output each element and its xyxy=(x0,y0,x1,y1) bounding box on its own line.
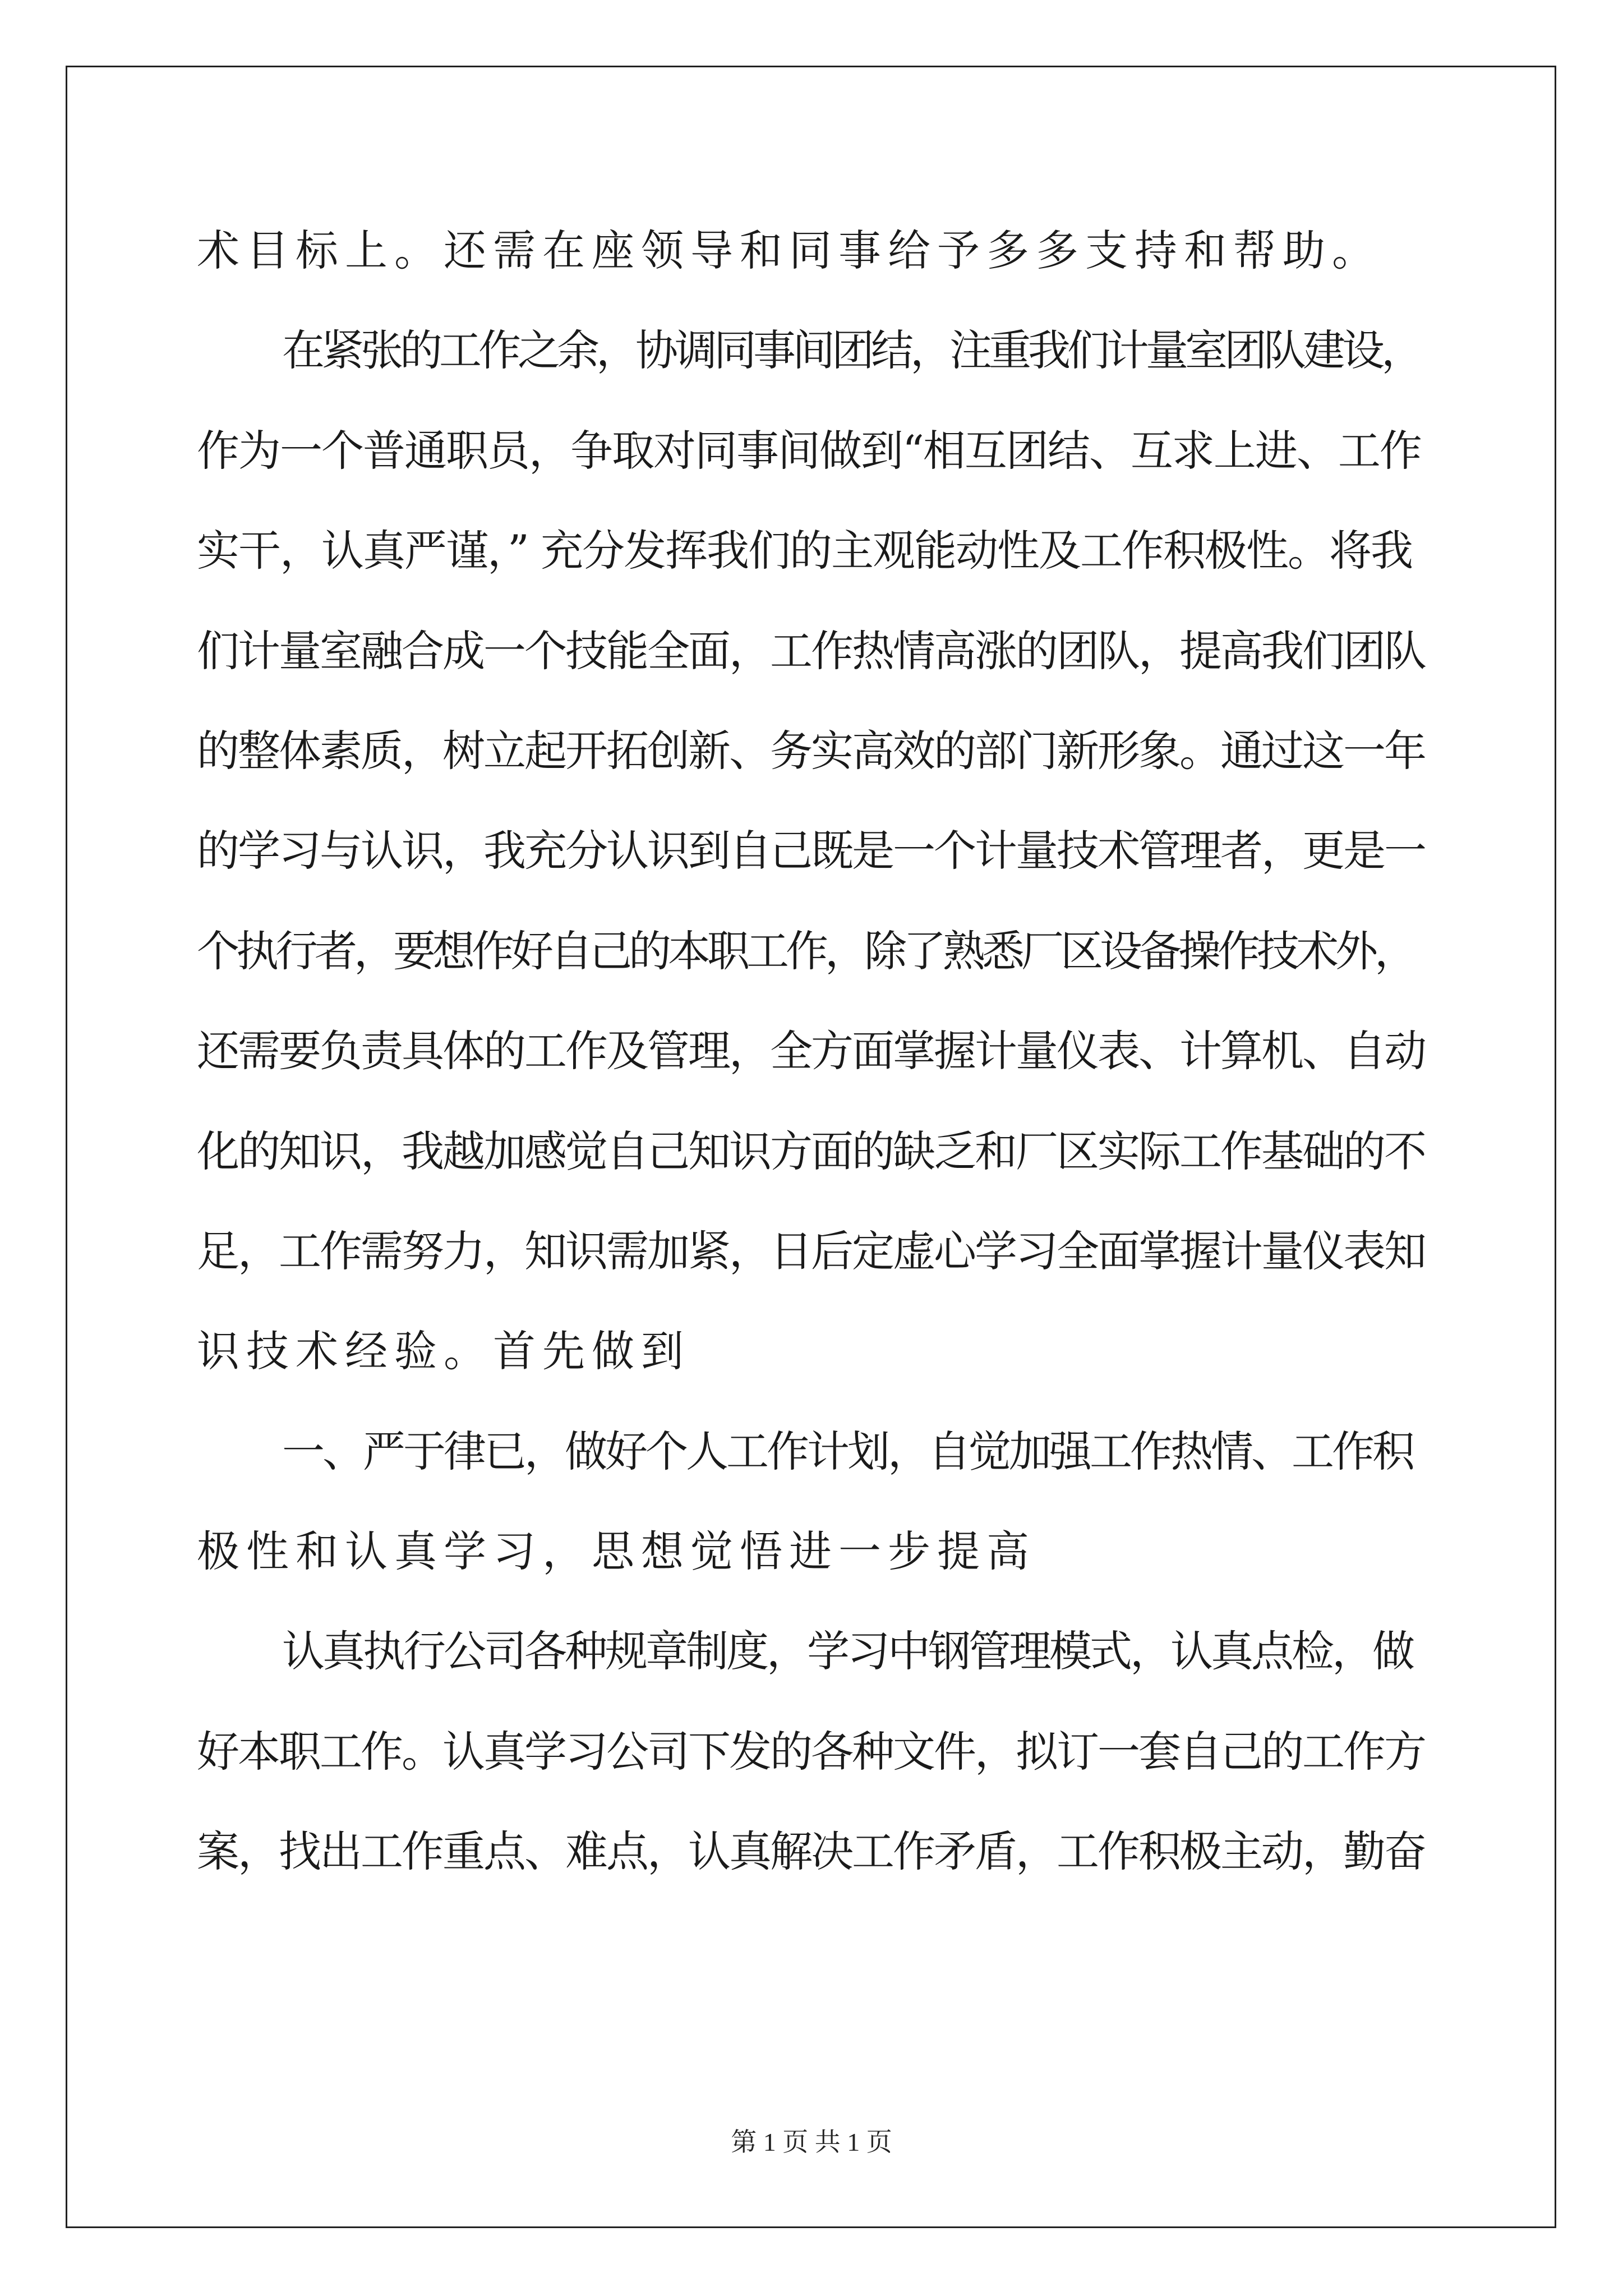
text-line: 在紧张的工作之余，协调同事间团结，注重我们计量室团队建设， xyxy=(282,325,1421,376)
text-line: 认真执行公司各种规章制度，学习中钢管理模式，认真点检，做 xyxy=(282,1626,1413,1677)
text-line: 术目标上。还需在座领导和同事给予多多支持和帮助。 xyxy=(197,226,1381,275)
text-line: 实干，认真严谨，” 充分发挥我们的主观能动性及工作积极性。将我 xyxy=(197,526,1413,576)
document-body xyxy=(197,209,1428,1910)
page-number-footer: 第 1 页 共 1 页 xyxy=(731,2128,892,2156)
text-line: 极性和认真学习，思想觉悟进一步提高 xyxy=(197,1526,1036,1577)
text-line: 案，找出工作重点、难点，认真解决工作矛盾，工作积极主动，勤奋 xyxy=(197,1826,1425,1877)
text-line: 的学习与认识，我充分认识到自己既是一个计量技术管理者，更是一 xyxy=(197,826,1425,876)
text-line: 一、严于律已，做好个人工作计划，自觉加强工作热情、工作积 xyxy=(282,1426,1413,1476)
text-line: 足，工作需努力，知识需加紧，日后定虚心学习全面掌握计量仪表知 xyxy=(197,1226,1425,1276)
text-line: 作为一个普通职员，争取对同事间做到“相互团结、互求上进、工作 xyxy=(197,425,1421,476)
text-line: 还需要负责具体的工作及管理，全方面掌握计量仪表、计算机、自动 xyxy=(197,1026,1425,1076)
text-line: 们计量室融合成一个技能全面，工作热情高涨的团队，提高我们团队 xyxy=(197,625,1425,676)
text-line: 个执行者，要想作好自己的本职工作，除了熟悉厂区设备操作技术外， xyxy=(197,926,1414,976)
text-line: 的整体素质，树立起开拓创新、务实高效的部门新形象。通过这一年 xyxy=(197,725,1425,776)
text-line: 化的知识，我越加感觉自己知识方面的缺乏和厂区实际工作基础的不 xyxy=(197,1126,1425,1176)
text-line: 识技术经验。首先做到 xyxy=(197,1326,690,1377)
text-line: 好本职工作。认真学习公司下发的各种文件，拟订一套自己的工作方 xyxy=(197,1726,1425,1777)
